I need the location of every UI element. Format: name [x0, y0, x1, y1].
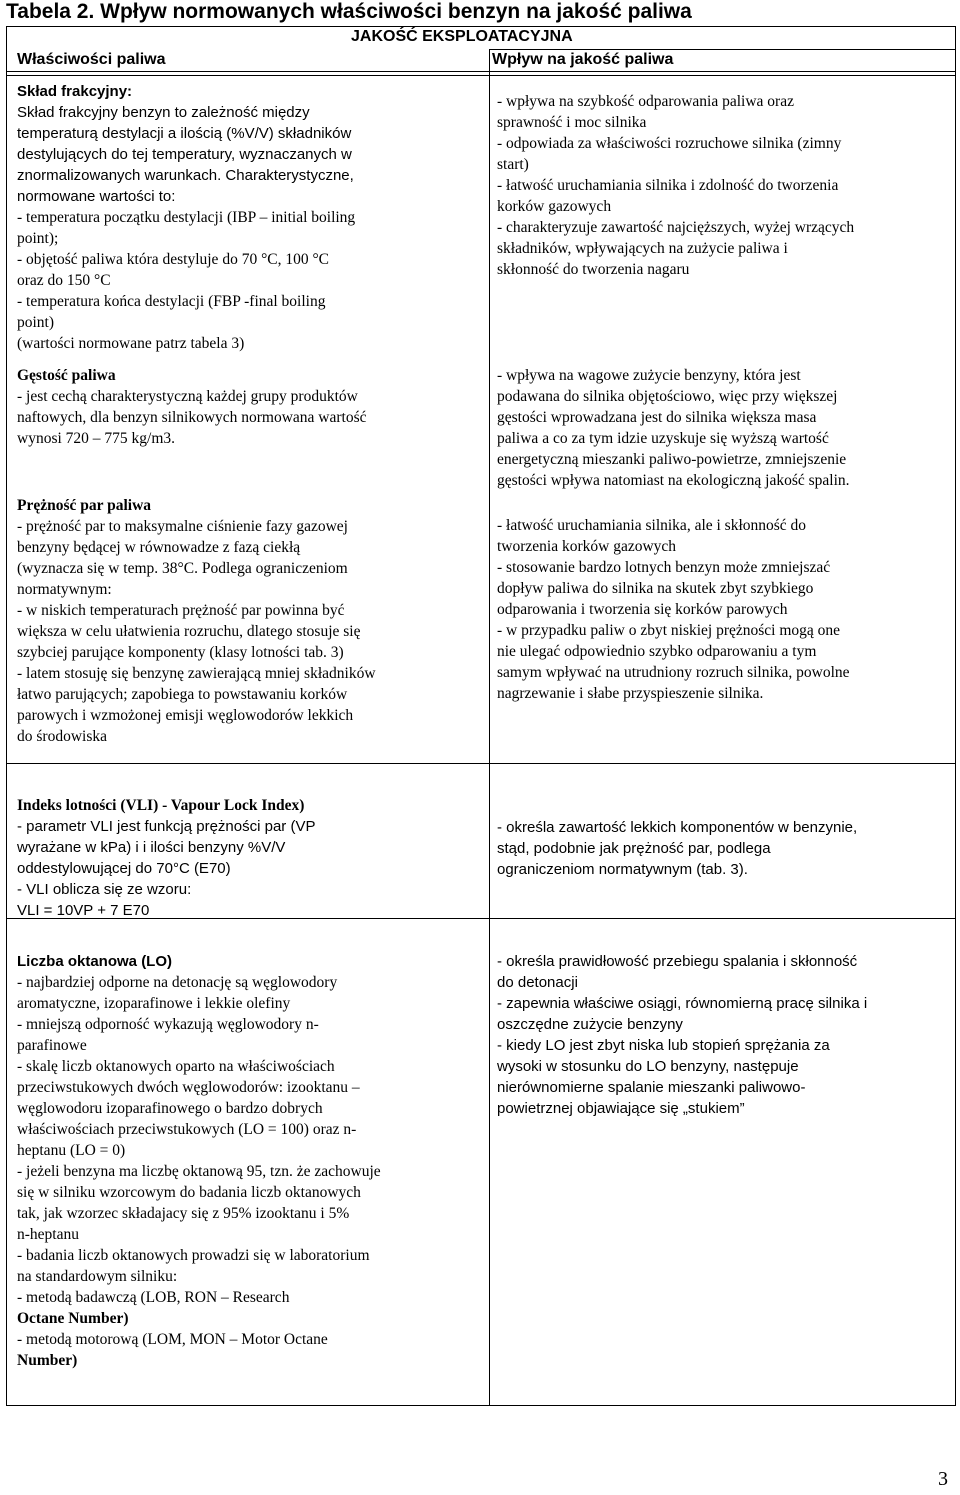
row-fractional-left: Skład frakcyjny: Skład frakcyjny benzyn to zależność między temperaturą destylacji a ilością (%V/V) składników destylujących do tej temperatury, wyznaczanych w znormalizowanych warunkach. Charakterystyczne, normowane wartości to: - temperatura początku destylacji (IBP – initial boiling point); - objętość paliwa która destyluje do 70 °C, 100 °C oraz do 150 °C - temperatura końca destylacji (FBP -final boiling point) (wartości normowane patrz tabela 3): [17, 83, 356, 352]
table-title: Tabela 2. Wpływ normowanych właściwości benzyn na jakość paliwa: [6, 0, 692, 23]
row-heading: Skład frakcyjny:: [17, 83, 133, 100]
row-octane-left: Liczba oktanowa (LO) - najbardziej odporne na detonację są węglowodory aromatyczne, izoparafinowe i lekkie olefiny - mniejszą odporność wykazują węglowodory n- parafinowe - skalę liczb oktanowych oparto na właściwościach przeciwstukowych dwóch węglowodorów: izooktanu – węglowodoru izoparafinowego o bardzo dobrych właściwościach przeciwstukowych (LO = 100) oraz n- heptanu (LO = 0) - jeżeli benzyna ma liczbę oktanową 95, tzn. że zachowuje się w silniku wzorcowym do badania liczb oktanowych tak, jak wzorzec składajacy się z 95% izooktanu i 5% n-heptanu - badania liczb oktanowych prowadzi się w laboratorium na standardowym silniku: - metodą badawczą (LOB, RON – Research Octane Number) - metodą motorową (LOM, MON – Motor Octane Number): [17, 953, 381, 1369]
row-vli-right: - określa zawartość lekkich komponentów w benzynie, stąd, podobnie jak prężność par, podlega ograniczeniom normatywnym (tab. 3).: [497, 819, 858, 878]
row-density-left: Gęstość paliwa - jest cechą charakterystyczną każdej grupy produktów naftowych, dla benzyn silnikowych normowana wartość wynosi 720 – 775 kg/m3.: [17, 367, 367, 447]
row-vli-left: Indeks lotności (VLI) - Vapour Lock Index) - parametr VLI jest funkcją prężności par (VP wyrażane w kPa) i i ilości benzyny %V/V oddestylowującej do 70°C (E70) - VLI oblicza się ze wzoru: VLI = 10VP + 7 E70: [17, 797, 316, 919]
row-density-right: - wpływa na wagowe zużycie benzyny, która jest podawana do silnika objętościowo, więc przy większej gęstości wprowadzana jest do silnika większa masa paliwa a co za tym idzie uzyskuje się wyższą wartość energetyczną mieszanki paliwo-powietrze, zmniejszenie gęstości wpływa natomiast na ekologiczną jakość spalin.: [497, 367, 850, 489]
row-vapour-pressure-right: - łatwość uruchamiania silnika, ale i skłonność do tworzenia korków gazowych - stosowanie bardzo lotnych benzyn może zmniejszać dopływ paliwa do silnika na skutek zbyt szybkiego odparowania i tworzenia się korków parowych - w przypadku paliw o zbyt niskiej prężności mogą one nie ulegać odpowiednio szybko odparowaniu a tym samym wpływać na utrudniony rozruch silnika, powolne nagrzewanie i słabe przyspieszenie silnika.: [497, 517, 850, 702]
page-number: 3: [938, 1468, 948, 1490]
row-heading: Liczba oktanowa (LO): [17, 953, 173, 970]
row-fractional-right: - wpływa na szybkość odparowania paliwa oraz sprawność i moc silnika - odpowiada za właściwości rozruchowe silnika (zimny start) - łatwość uruchamiania silnika i zdolność do tworzenia korków gazowych - charakteryzuje zawartość najcięższych, wyżej wrzących składników, wpływających na zużycie paliwa i skłonność do tworzenia nagaru: [497, 93, 855, 278]
properties-table: [6, 26, 956, 1406]
row-heading: Indeks lotności (VLI) - Vapour Lock Index): [17, 797, 305, 814]
header-col1: Właściwości paliwa: [17, 51, 166, 68]
header-col2: Wpływ na jakość paliwa: [492, 51, 674, 68]
row-octane-right: - określa prawidłowość przebiegu spalania i skłonność do detonacji - zapewnia właściwe osiągi, równomierną pracę silnika i oszczędne zużycie benzyny - kiedy LO jest zbyt niska lub stopień sprężania za wysoki w stosunku do LO benzyny, następuje nierównomierne spalanie mieszanki paliwowo- powietrznej objawiające się „stukiem”: [497, 953, 868, 1117]
header-group: JAKOŚĆ EKSPLOATACYJNA: [351, 28, 573, 45]
row-heading: Prężność par paliwa: [17, 497, 152, 514]
row-vapour-pressure-left: Prężność par paliwa - prężność par to maksymalne ciśnienie fazy gazowej benzyny będącej w równowadze z fazą ciekłą (wyznacza się w temp. 38°C. Podlega ograniczeniom normatywnym: - w niskich temperaturach prężność par powinna być większa w celu ułatwienia rozruchu, dlatego stosuje się szybciej parujące komponenty (klasy lotności tab. 3) - latem stosuję się benzynę zawierającą mniej składników łatwo parujących; zapobiega to powstawaniu korków parowych i wzmożonej emisji węglowodorów lekkich do środowiska: [17, 497, 376, 745]
row-heading: Gęstość paliwa: [17, 367, 116, 384]
